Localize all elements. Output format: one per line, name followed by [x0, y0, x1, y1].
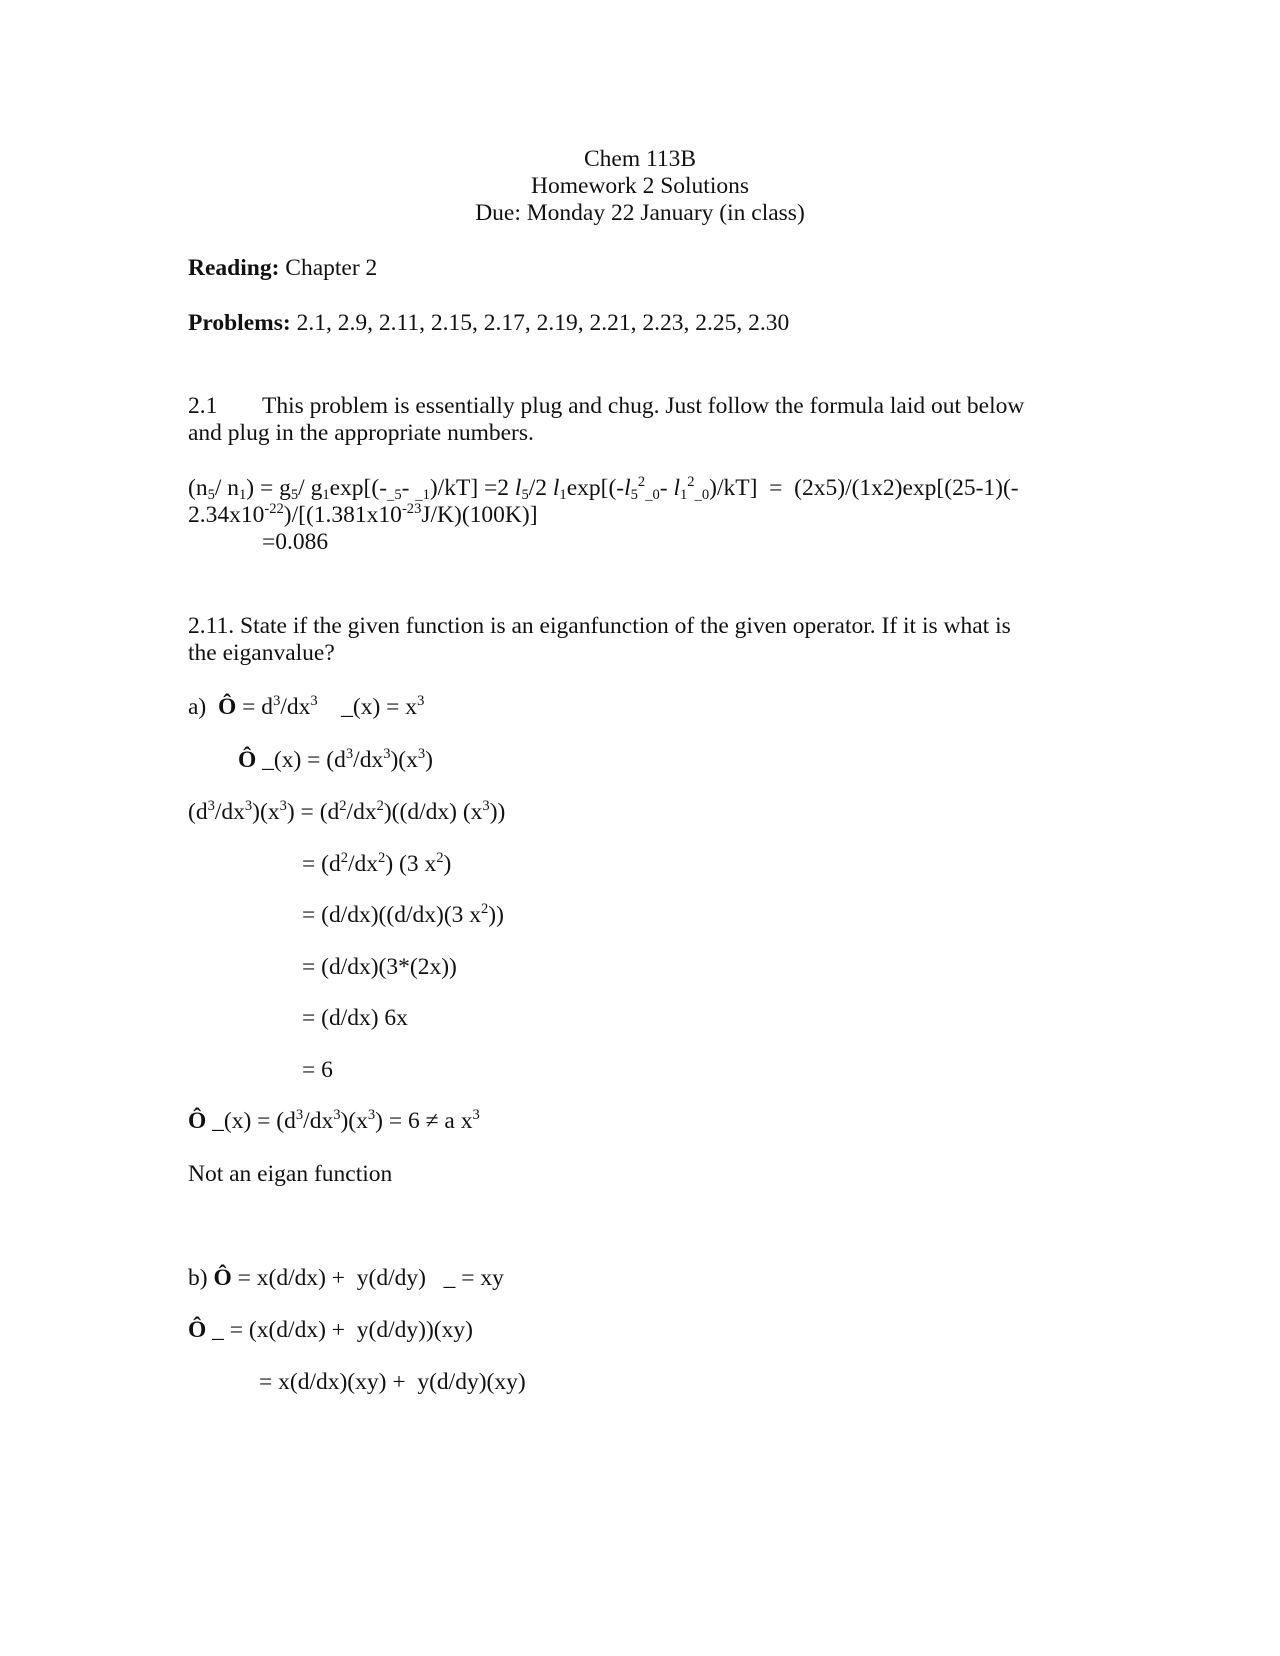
- problem-2-1-number: 2.1: [188, 393, 218, 419]
- part-a-definition: a) Ô = $d^3/dx^3$ _(x) = $x^3$: [188, 692, 425, 720]
- reading-value: Chapter 2: [279, 255, 378, 281]
- problems-line: [188, 309, 789, 337]
- reading-line: [188, 254, 377, 282]
- part-b-definition: b) Ô = x(d/dx) + y(d/dy) _ = xy: [188, 1265, 504, 1291]
- problem-2-1-formula-line2: $2.34x10^{-22})/[(1.381x10^{-23}J/K)(100K)]$: [188, 500, 538, 528]
- due-date: Due: Monday 22 January (in class): [475, 200, 805, 226]
- part-a-step-1: $(d^3/dx^3)(x^3) = (d^2/dx^2)((d/dx)$ $(x^3)$): [188, 797, 506, 825]
- part-a-step-6: = 6: [302, 1057, 333, 1083]
- part-a-step-3: = (d/dx)((d/dx)(3 $x^2$)): [302, 900, 504, 928]
- part-b-step-1: = x(d/dx)(xy) + y(d/dy)(xy): [259, 1369, 526, 1395]
- problem-2-11-question-line1: 2.11. State if the given function is an eiganfunction of the given operator. If it is what is: [188, 613, 1011, 639]
- problem-2-11-question-line2: the eiganvalue?: [188, 640, 335, 666]
- part-a-step-5: = (d/dx) 6x: [302, 1005, 408, 1031]
- part-a-apply-operator: Ô _(x) = $(d^3/dx^3)(x^3)$: [238, 745, 433, 773]
- part-a-step-4: = (d/dx)(3*(2x)): [302, 954, 457, 980]
- document-title: Homework 2 Solutions: [530, 173, 750, 199]
- part-a-conclusion: Not an eigan function: [188, 1161, 393, 1187]
- problems-value: 2.1, 2.9, 2.11, 2.15, 2.17, 2.19, 2.21, 2.23, 2.25, 2.30: [290, 310, 790, 336]
- part-a-step-2: = $(d^2/dx^2)$ (3 $x^2$): [302, 849, 452, 877]
- problem-2-1-text-line2: and plug in the appropriate numbers.: [188, 420, 534, 446]
- part-a-final: Ô _(x) = $(d^3/dx^3)(x^3) = 6 \ne a$ $x^3$: [188, 1106, 480, 1134]
- problem-2-1-formula-line1: ($n_5/$ $n_1) = g_5/$ $g_1\exp[(-_{\_5}-$ $_{\_1}$)/kT] =2 $l_5/2$ $l_1\exp[(-l_5^2_{\_0}-$ $l_1^2_{\_0})/kT] = (2x5)/(1x2)\exp[(25-1)(-$: [188, 473, 1019, 504]
- course-title: Chem 113B: [583, 146, 697, 172]
- part-b-apply-operator: Ô _ = (x(d/dx) + y(d/dy))(xy): [188, 1317, 473, 1343]
- problem-2-1-text-line1: This problem is essentially plug and chug. Just follow the formula laid out below: [262, 393, 1025, 419]
- problem-2-1-result: =0.086: [262, 529, 329, 555]
- problems-label: Problems:: [188, 310, 291, 336]
- reading-label: Reading:: [188, 255, 280, 281]
